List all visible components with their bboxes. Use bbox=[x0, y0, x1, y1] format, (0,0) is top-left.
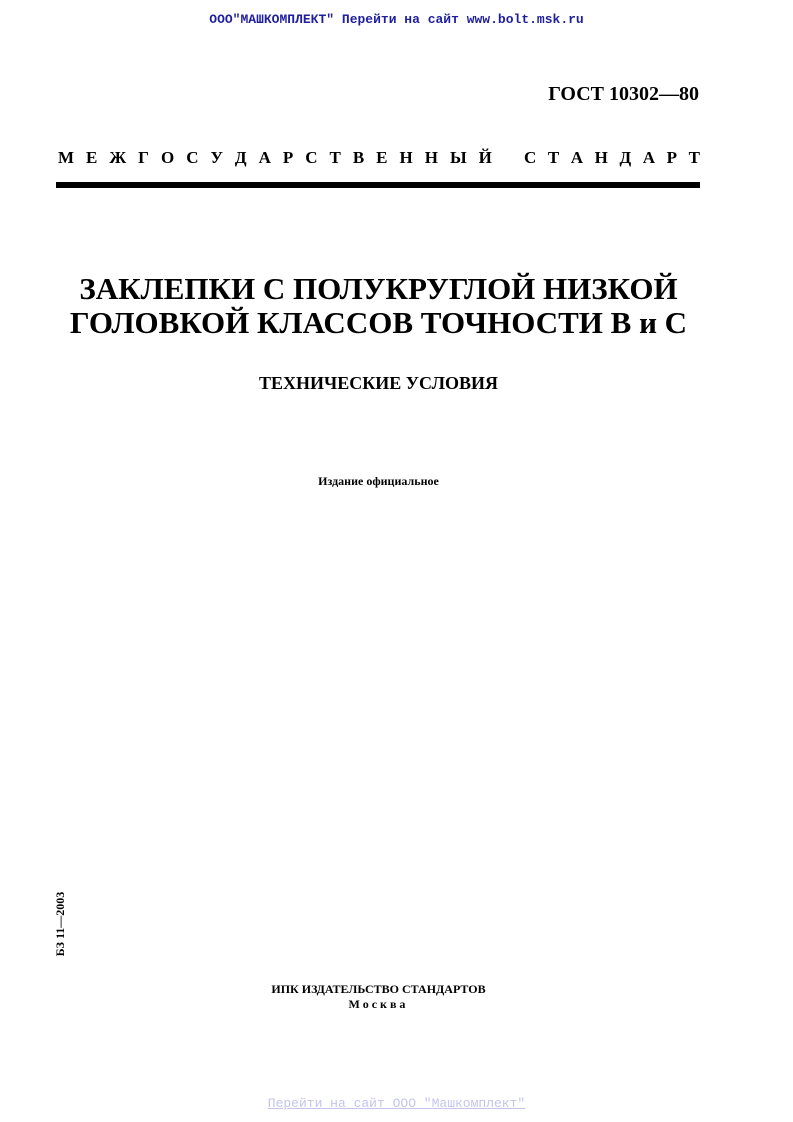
heading-letter: А bbox=[642, 148, 656, 167]
heading-letter: Е bbox=[376, 148, 388, 167]
document-subtitle: ТЕХНИЧЕСКИЕ УСЛОВИЯ bbox=[259, 373, 498, 393]
heading-letter: М bbox=[58, 148, 75, 167]
heading-letter: Р bbox=[666, 148, 677, 167]
heading-letter: А bbox=[570, 148, 584, 167]
heading-letter: О bbox=[160, 148, 175, 167]
heading-letter: С bbox=[524, 148, 537, 167]
footer-site-link[interactable]: Перейти на сайт ООО "Машкомплект" bbox=[267, 1096, 526, 1111]
heading-letter: Е bbox=[86, 148, 98, 167]
heading-letter: Н bbox=[399, 148, 413, 167]
heading-letter: Ж bbox=[109, 148, 127, 167]
heading-letter: С bbox=[186, 148, 199, 167]
heading-letter: Й bbox=[478, 148, 492, 167]
heading-letter: Ы bbox=[449, 148, 467, 167]
title-line-1: ЗАКЛЕПКИ С ПОЛУКРУГЛОЙ НИЗКОЙ bbox=[79, 271, 678, 306]
standard-category-heading bbox=[58, 148, 700, 168]
title-line-2: ГОЛОВКОЙ КЛАССОВ ТОЧНОСТИ В и С bbox=[69, 305, 688, 340]
publisher-city: Москва bbox=[348, 997, 409, 1011]
heading-letter: Т bbox=[688, 148, 700, 167]
heading-rule bbox=[56, 182, 700, 188]
heading-letter: Н bbox=[594, 148, 608, 167]
publisher-name: ИПК ИЗДАТЕЛЬСТВО СТАНДАРТОВ bbox=[271, 982, 486, 996]
heading-letter: Д bbox=[234, 148, 247, 167]
heading-letter: Н bbox=[424, 148, 438, 167]
header-site-link[interactable]: ООО"МАШКОМПЛЕКТ" Перейти на сайт www.bolt.msk.ru bbox=[209, 12, 584, 27]
heading-letter: А bbox=[258, 148, 271, 167]
document-title bbox=[0, 272, 757, 340]
heading-letter: У bbox=[210, 148, 223, 167]
heading-letter: Д bbox=[619, 148, 632, 167]
side-code-label: БЗ 11—2003 bbox=[53, 891, 67, 957]
category-word-standard bbox=[524, 148, 700, 168]
heading-letter: В bbox=[352, 148, 365, 167]
heading-letter: Т bbox=[547, 148, 560, 167]
heading-letter: Р bbox=[282, 148, 294, 167]
heading-letter: С bbox=[305, 148, 318, 167]
gost-number: ГОСТ 10302—80 bbox=[548, 83, 699, 105]
heading-letter: Г bbox=[138, 148, 149, 167]
edition-label: Издание официальное bbox=[318, 474, 439, 488]
category-word-interstate bbox=[58, 148, 492, 168]
heading-letter: Т bbox=[329, 148, 341, 167]
